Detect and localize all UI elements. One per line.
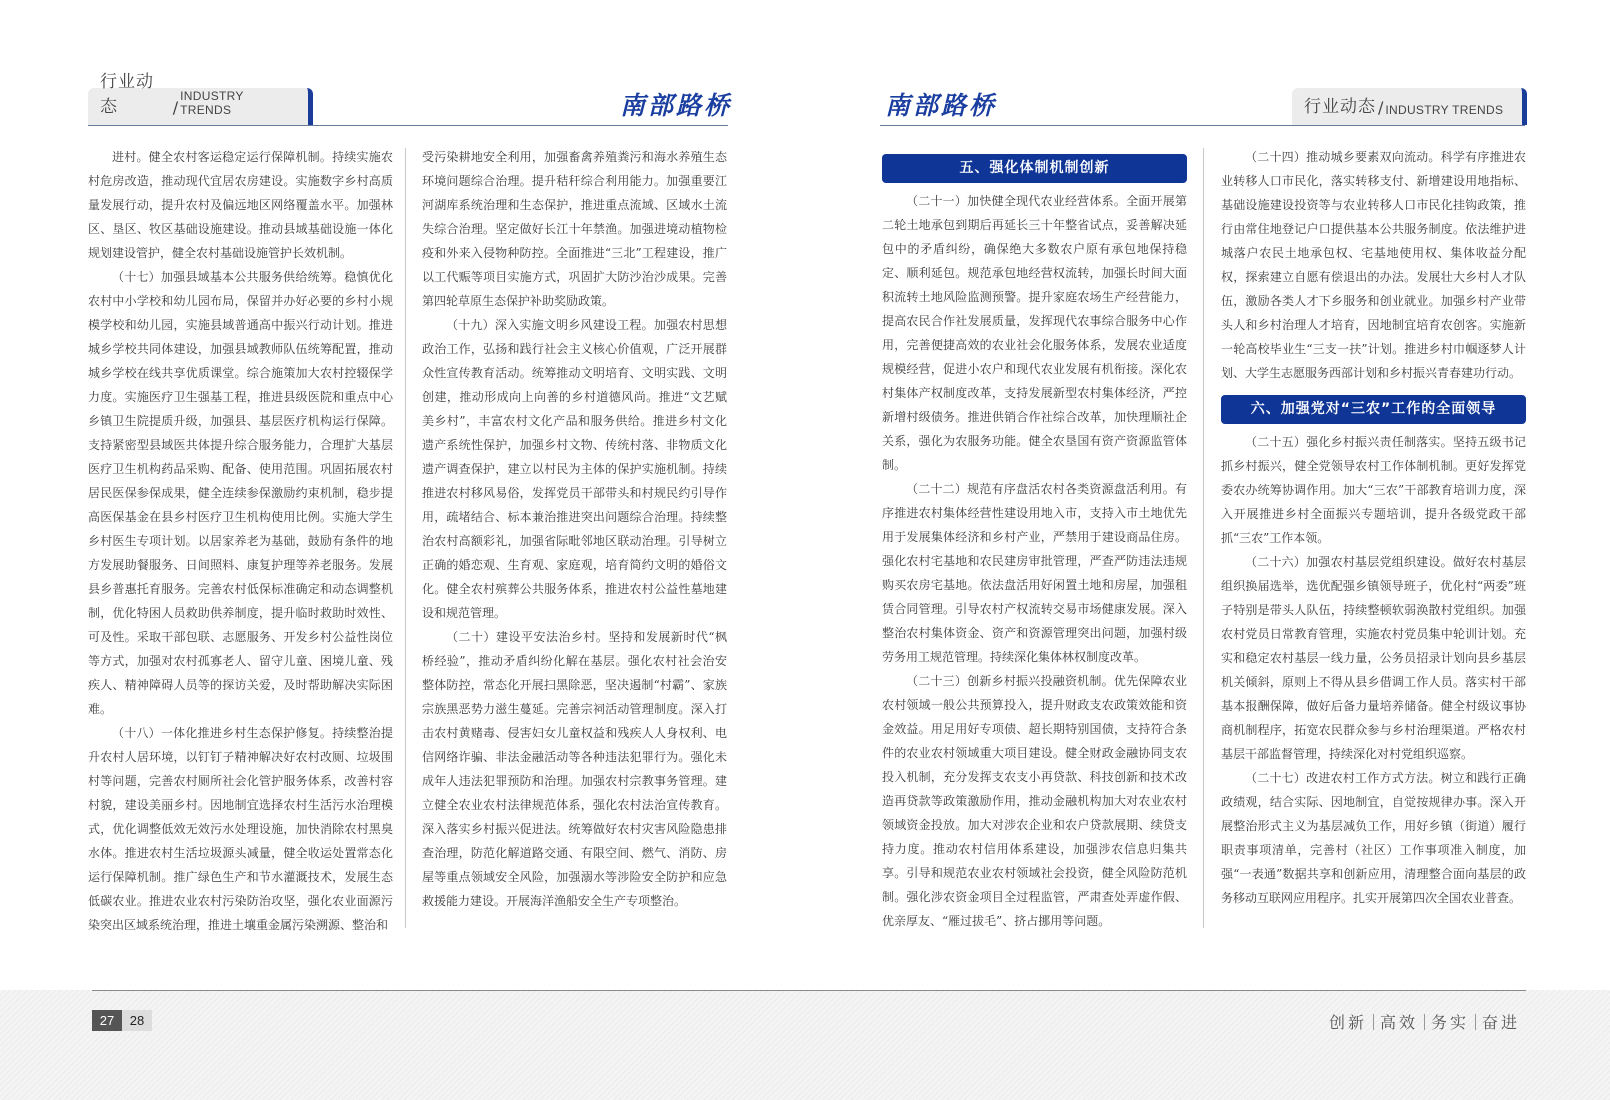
page-number-right: 28: [122, 1010, 152, 1031]
paragraph: 受污染耕地安全利用，加强畜禽养殖粪污和海水养殖生态环境问题综合治理。提升秸秆综合利用能力。加强重要江河湖库系统治理和生态保护，推进重点流域、区域水土流失综合治理。坚定做好长江十年禁渔。加强进境动植物检疫和外来入侵物种防控。全面推进“三北”工程建设，推广以工代赈等项目实施方式，巩固扩大防沙治沙成果。完善第四轮草原生态保护补助奖励政策。: [422, 150, 727, 308]
right-column-1: [882, 150, 1187, 933]
section-tab: [1292, 88, 1527, 125]
tab-separator: /: [172, 98, 179, 117]
footer-background: [0, 990, 1610, 1100]
brand-logo: 南部路桥: [885, 91, 998, 120]
paragraph: （二十七）改进农村工作方式方法。树立和践行正确政绩观，结合实际、因地制宜，自觉按规律办事。深入开展整治形式主义为基层减负工作，用好乡镇（街道）履行职责事项清单，完善村（社区）工作事项准入制度，加强“一表通”数据共享和创新应用，清理整合面向基层的政务移动互联网应用程序。扎实开展第四次全国农业普查。: [1221, 771, 1526, 905]
right-column-2: [1221, 145, 1526, 910]
slogan-word: 奋进: [1481, 1013, 1520, 1032]
paragraph: （十九）深入实施文明乡风建设工程。加强农村思想政治工作，弘扬和践行社会主义核心价值观，广泛开展群众性宣传教育活动。统筹推动文明培育、文明实践、文明创建，推动形成向上向善的乡村道德风尚。推进“文艺赋美乡村”，丰富农村文化产品和服务供给。推进乡村文化遗产系统性保护，加强乡村文物、传统村落、非物质文化遗产调查保护，建立以村民为主体的保护实施机制。持续推进农村移风易俗，发挥党员干部带头和村规民约引导作用，疏堵结合、标本兼治推进突出问题综合治理。持续整治农村高额彩礼，加强省际毗邻地区联动治理。引导树立正确的婚恋观、生育观、家庭观，培育简约文明的婚俗文化。健全农村殡葬公共服务体系，推进农村公益性墓地建设和规范管理。: [422, 318, 727, 620]
tab-separator: /: [1378, 98, 1384, 117]
column-divider: [405, 148, 406, 928]
footer-slogan: [1323, 1010, 1526, 1033]
header-rule: [880, 125, 1525, 126]
right-page: [805, 0, 1610, 1100]
page-number-left: 27: [92, 1010, 122, 1031]
paragraph: （二十二）规范有序盘活农村各类资源盘活利用。有序推进农村集体经营性建设用地入市，支持入市土地优先用于发展集体经济和乡村产业，严禁用于建设商品住房。强化农村宅基地和农民建房审批管理，严查严防违法违规购买农房宅基地。依法盘活用好闲置土地和房屋，加强租赁合同管理。引导农村产权流转交易市场健康发展。深入整治农村集体资金、资产和资源管理突出问题，加强村级劳务用工规范管理。持续深化集体林权制度改革。: [882, 482, 1187, 664]
tab-title-en: INDUSTRY TRENDS: [180, 89, 244, 117]
paragraph: （二十四）推动城乡要素双向流动。科学有序推进农业转移人口市民化，落实转移支付、新增建设用地指标、基础设施建设投资等与农业转移人口市民化挂钩政策，推行由常住地登记户口提供基本公共服务制度。依法维护进城落户农民土地承包权、宅基地使用权、集体收益分配权，探索建立自愿有偿退出的办法。发展壮大乡村人才队伍，激励各类人才下乡服务和创业就业。加强乡村产业带头人和乡村治理人才培育，因地制宜培育农创客。实施新一轮高校毕业生“三支一扶”计划。推进乡村巾帼逐梦人计划、大学生志愿服务西部计划和乡村振兴青春建功行动。: [1221, 150, 1526, 380]
slogan-word: 创新: [1328, 1013, 1367, 1032]
paragraph: （二十）建设平安法治乡村。坚持和发展新时代“枫桥经验”，推动矛盾纠纷化解在基层。强化农村社会治安整体防控，常态化开展扫黑除恶，坚决遏制“村霸”、家族宗族黑恶势力滋生蔓延。完善宗祠活动管理制度。深入打击农村黄赌毒、侵害妇女儿童权益和残疾人人身权利、电信网络诈骗、非法金融活动等各种违法犯罪行为。强化未成年人违法犯罪预防和治理。加强农村宗教事务管理。建立健全农业农村法律规范体系，强化农村法治宣传教育。深入落实乡村振兴促进法。统筹做好农村灾害风险隐患排查治理，防范化解道路交通、有限空间、燃气、消防、房屋等重点领域安全风险，加强溺水等涉险安全防护和应急救援能力建设。开展海洋渔船安全生产专项整治。: [422, 630, 727, 908]
header-rule: [88, 125, 728, 126]
section-tab: [88, 72, 313, 125]
tab-title-cn: 行业动态: [100, 72, 154, 117]
paragraph: （十七）加强县域基本公共服务供给统筹。稳慎优化农村中小学校和幼儿园布局，保留并办好必要的乡村小规模学校和幼儿园，实施县域普通高中振兴行动计划。推进城乡学校共同体建设，加强县域教师队伍统筹配置，推动城乡学校在线共享优质课堂。综合施策加大农村控辍保学力度。实施医疗卫生强基工程，推进县级医院和重点中心乡镇卫生院提质升级，加强县、基层医疗机构运行保障。支持紧密型县域医共体提升综合服务能力，合理扩大基层医疗卫生机构药品采购、配备、使用范围。巩固拓展农村居民医保参保成果，健全连续参保激励约束机制，稳步提高医保基金在县乡村医疗卫生机构使用比例。实施大学生乡村医生专项计划。以居家养老为基础，鼓励有条件的地方发展助餐服务、日间照料、康复护理等养老服务。发展县乡普惠托育服务。完善农村低保标准确定和动态调整机制，优化特困人员救助供养制度，提升临时救助时效性、可及性。采取干部包联、志愿服务、开发乡村公益性岗位等方式，加强对农村孤寡老人、留守儿童、困境儿童、残疾人、精神障碍人员等的探访关爱，及时帮助解决实际困难。: [88, 270, 393, 716]
brand-logo: 南部路桥: [620, 91, 733, 120]
paragraph: （二十一）加快健全现代农业经营体系。全面开展第二轮土地承包到期后再延长三十年整省试点，妥善解决延包中的矛盾纠纷，确保绝大多数农户原有承包地保持稳定、顺利延包。规范承包地经营权流转，加强长时间大面积流转土地风险监测预警。提升家庭农场生产经营能力，提高农民合作社发展质量，发挥现代农事综合服务中心作用，完善便捷高效的农业社会化服务体系，发展农业适度规模经营，促进小农户和现代农业发展有机衔接。深化农村集体产权制度改革，支持发展新型农村集体经济，严控新增村级债务。推进供销合作社综合改革，加快理顺社企关系，强化为农服务功能。健全农垦国有资产资源监管体制。: [882, 194, 1187, 472]
paragraph: 进村。健全农村客运稳定运行保障机制。持续实施农村危房改造，推动现代宜居农房建设。实施数字乡村高质量发展行动，提升农村及偏远地区网络覆盖水平。加强林区、垦区、牧区基础设施建设。推动县域基础设施一体化规划建设管护，健全农村基础设施管护长效机制。: [88, 150, 393, 260]
footer-rule: [92, 990, 1526, 991]
left-column-2: [422, 145, 727, 913]
paragraph: （十八）一体化推进乡村生态保护修复。持续整治提升农村人居环境，以钉钉子精神解决好农村改厕、垃圾围村等问题，完善农村厕所社会化管护服务体系，改善村容村貌，建设美丽乡村。因地制宜选择农村生活污水治理模式，优化调整低效无效污水处理设施，加快消除农村黑臭水体。推进农村生活垃圾源头减量，健全收运处置常态化运行保障机制。推广绿色生产和节水灌溉技术，发展生态低碳农业。推进农业农村污染防治攻坚，强化农业面源污染突出区域系统治理，推进土壤重金属污染溯源、整治和: [88, 726, 393, 932]
slogan-word: 务实: [1430, 1013, 1469, 1032]
left-column-1: [88, 145, 393, 937]
slogan-word: 高效: [1379, 1013, 1418, 1032]
column-divider: [1203, 148, 1204, 928]
tab-title-en: INDUSTRY TRENDS: [1385, 103, 1504, 117]
section-heading-5: 五、强化体制机制创新: [882, 154, 1187, 183]
paragraph: （二十六）加强农村基层党组织建设。做好农村基层组织换届选举，选优配强乡镇领导班子，优化村“两委”班子特别是带头人队伍，持续整顿软弱涣散村党组织。加强农村党员日常教育管理，实施农村党员集中轮训计划。充实和稳定农村基层一线力量，公务员招录计划向县乡基层机关倾斜，原则上不得从县乡借调工作人员。落实村干部基本报酬保障，做好后备力量培养储备。健全村级议事协商机制程序，拓宽农民群众参与乡村治理渠道。严格农村基层干部监督管理，持续深化对村党组织巡察。: [1221, 555, 1526, 761]
paragraph: （二十三）创新乡村振兴投融资机制。优先保障农业农村领域一般公共预算投入，提升财政支农政策效能和资金效益。用足用好专项债、超长期特别国债，支持符合条件的农业农村领域重大项目建设。健全财政金融协同支农投入机制，充分发挥支农支小再贷款、科技创新和技术改造再贷款等政策激励作用，推动金融机构加大对农业农村领域资金投放。加大对涉农企业和农户贷款展期、续贷支持力度。推动农村信用体系建设，加强涉农信息归集共享。引导和规范农业农村领域社会投资，健全风险防范机制。强化涉农资金项目全过程监管，严肃查处弄虚作假、优亲厚友、“雁过拔毛”、挤占挪用等问题。: [882, 674, 1187, 928]
tab-title-cn: 行业动态: [1304, 97, 1376, 117]
section-heading-6: 六、加强党对“三农”工作的全面领导: [1221, 395, 1526, 424]
paragraph: （二十五）强化乡村振兴责任制落实。坚持五级书记抓乡村振兴，健全党领导农村工作体制机制。更好发挥党委农办统筹协调作用。加大“三农”干部教育培训力度，深入开展推进乡村全面振兴专题培训，提升各级党政干部抓“三农”工作本领。: [1221, 435, 1526, 545]
